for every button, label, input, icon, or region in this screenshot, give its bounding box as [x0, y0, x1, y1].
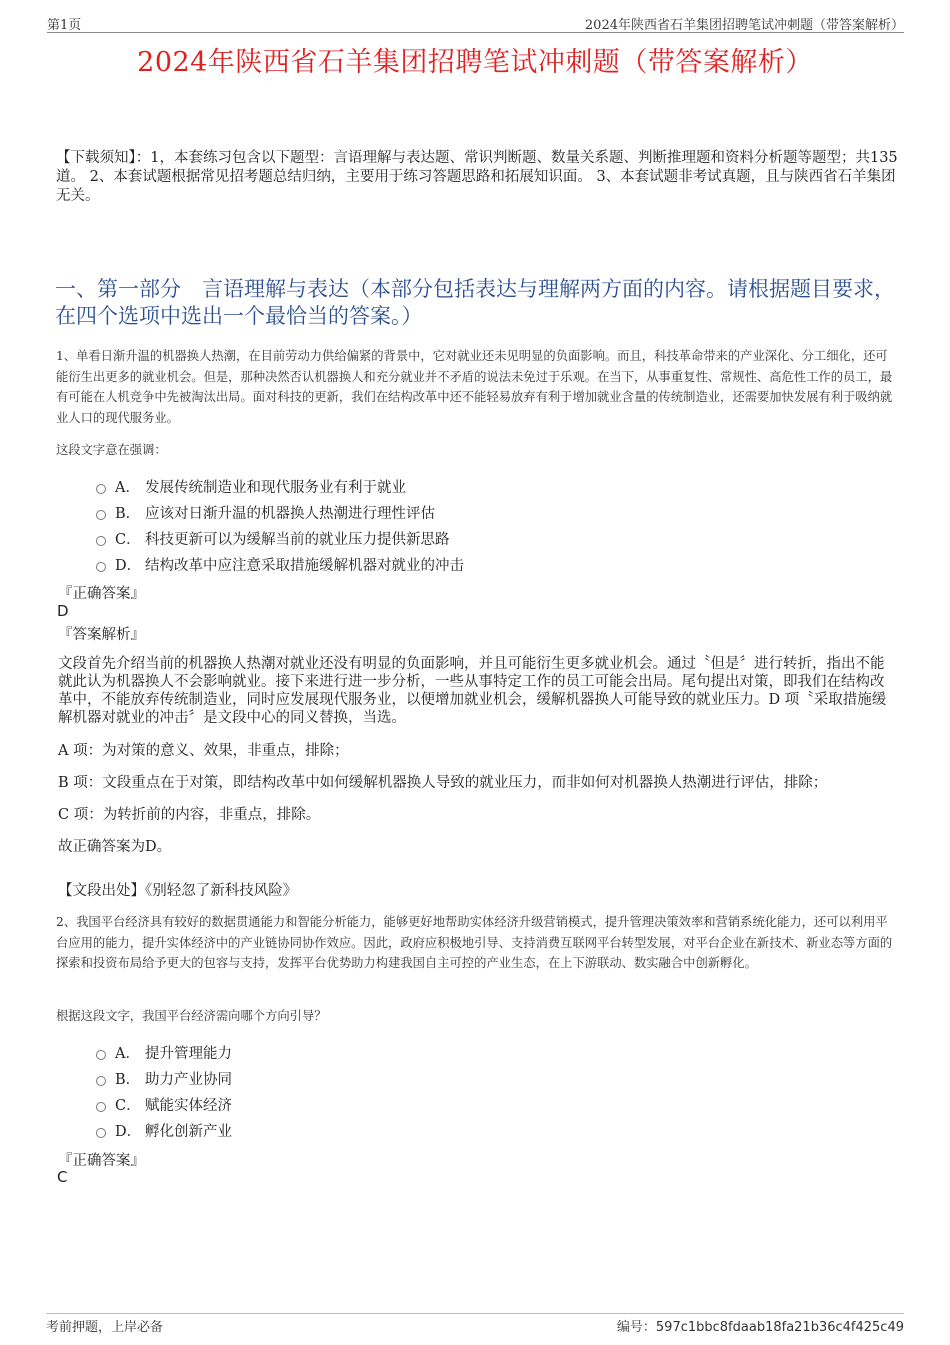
download-notice: 【下载须知】：1，本套练习包含以下题型：言语理解与表达题、常识判断题、数量关系题、判断推理题和资料分析题等题型；共135道。 2、本套试题根据常见招考题总结归纳，主要用于练习答题思路和拓展知识面。 3、本套试题非考试真题，且与陕西省石羊集团无关。	[56, 150, 898, 204]
footer-code: 编号：597c1bbc8fdaab18fa21b36c4f425c49	[616, 1320, 904, 1335]
document-title: 2024年陕西省石羊集团招聘笔试冲刺题（带答案解析）	[137, 47, 813, 78]
q2-answer: C	[57, 1168, 68, 1186]
q2-stem: 2、我国平台经济具有较好的数据贯通能力和智能分析能力，能够更好地帮助实体经济升级营销模式，提升管理决策效率和营销系统化能力，还可以利用平台应用的能力，提升实体经济中的产业链协同协作效应。因此，政府应积极地引导、支持消费互联网平台转型发展，对平台企业在新技术、新业态等方面的探索和投资布局给予更大的包容与支持，发挥平台优势助力构建我国自主可控的产业生态，在上下游联动、数实融合中创新孵化。	[56, 915, 893, 970]
q2-option-b[interactable]: B． 助力产业协同	[96, 1065, 232, 1091]
q2-option-a[interactable]: A． 提升管理能力	[96, 1039, 232, 1065]
q1-answer: D	[57, 602, 69, 620]
radio-icon[interactable]	[96, 510, 106, 520]
q1-question: 这段文字意在强调：	[56, 443, 167, 457]
q1-stem: 1、单看日渐升温的机器换人热潮，在目前劳动力供给偏紧的背景中，它对就业还未见明显的负面影响。而且，科技革命带来的产业深化、分工细化，还可能衍生出更多的就业机会。但是，那种决然否认机器换人和充分就业并不矛盾的说法未免过于乐观。在当下，从事重复性、常规性、高危性工作的员工，最有可能在人机竞争中先被淘汰出局。面对科技的更新，我们在结构改革中还不能轻易放弃有利于增加就业含量的传统制造业，还需要加快发展有利于吸纳就业人口的现代服务业。	[56, 349, 893, 425]
q1-option-a[interactable]: A． 发展传统制造业和现代服务业有利于就业	[96, 473, 464, 499]
radio-icon[interactable]	[96, 1102, 106, 1112]
q1-analysis-label: 『答案解析』	[58, 627, 145, 643]
page-number: 第1页	[47, 18, 82, 33]
q1-analysis	[58, 655, 888, 870]
analysis-paragraph: 文段首先介绍当前的机器换人热潮对就业还没有明显的负面影响，并且可能衍生更多就业机会。通过〝但是〞进行转折，指出不能就此认为机器换人不会影响就业。接下来进行进一步分析，一些从事特定工作的员工可能会出局。尾句提出对策，即我们在结构改革中，不能放弃传统制造业，同时应发展现代服务业，以便增加就业机会，缓解机器换人可能导致的就业压力。D 项〝采取措施缓解机器对就业的冲击〞是文段中心的同义替换，当选。	[58, 656, 887, 726]
q1-options	[96, 473, 464, 577]
analysis-paragraph: C 项：为转折前的内容，非重点，排除。	[58, 807, 321, 823]
page-header	[47, 12, 904, 33]
page-footer	[46, 1313, 904, 1334]
analysis-paragraph: B 项：文段重点在于对策，即结构改革中如何缓解机器换人导致的就业压力，而非如何对机器换人热潮进行评估，排除；	[58, 775, 828, 791]
radio-icon[interactable]	[96, 536, 106, 546]
q2-question: 根据这段文字，我国平台经济需向哪个方向引导？	[56, 1009, 327, 1023]
radio-icon[interactable]	[96, 1128, 106, 1138]
radio-icon[interactable]	[96, 1050, 106, 1060]
analysis-paragraph: A 项：为对策的意义、效果，非重点，排除；	[58, 743, 349, 759]
section-title: 一、第一部分 言语理解与表达（本部分包括表达与理解两方面的内容。请根据题目要求，在四个选项中选出一个最恰当的答案。）	[55, 277, 895, 328]
q1-option-c[interactable]: C． 科技更新可以为缓解当前的就业压力提供新思路	[96, 525, 464, 551]
q2-option-c[interactable]: C． 赋能实体经济	[96, 1091, 232, 1117]
radio-icon[interactable]	[96, 484, 106, 494]
radio-icon[interactable]	[96, 562, 106, 572]
q2-option-d[interactable]: D． 孵化创新产业	[96, 1117, 232, 1143]
header-doc-title: 2024年陕西省石羊集团招聘笔试冲刺题（带答案解析）	[584, 18, 904, 33]
footer-slogan: 考前押题，上岸必备	[46, 1320, 164, 1335]
q2-answer-label: 『正确答案』	[58, 1153, 145, 1169]
q1-option-d[interactable]: D． 结构改革中应注意采取措施缓解机器对就业的冲击	[96, 551, 464, 577]
q1-answer-label: 『正确答案』	[58, 586, 145, 602]
radio-icon[interactable]	[96, 1076, 106, 1086]
analysis-paragraph: 故正确答案为D。	[58, 839, 172, 855]
q1-option-b[interactable]: B． 应该对日渐升温的机器换人热潮进行理性评估	[96, 499, 464, 525]
q2-options	[96, 1039, 232, 1143]
q1-source: 【文段出处】《别轻忽了新科技风险》	[58, 883, 298, 899]
